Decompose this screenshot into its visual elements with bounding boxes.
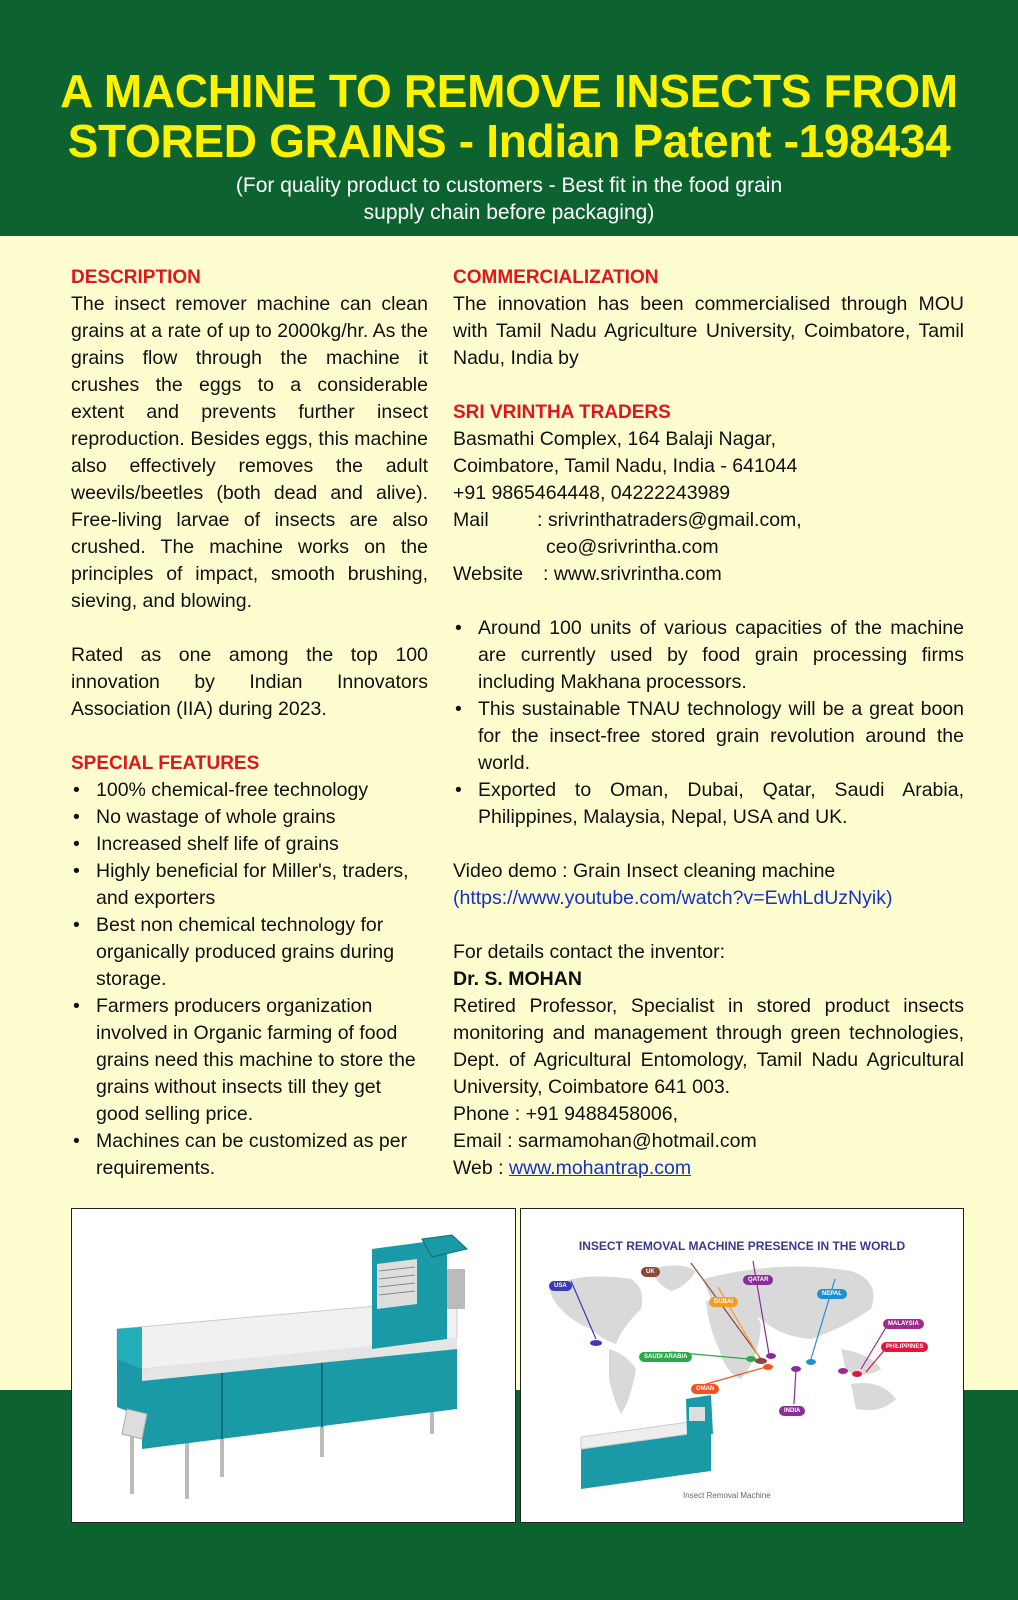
page-subtitle [0,172,1018,226]
title-line-2: STORED GRAINS - Indian Patent -198434 [67,115,951,167]
map-title: INSECT REMOVAL MACHINE PRESENCE IN THE WORLD [578,1239,906,1253]
traders-address-1: Basmathi Complex, 164 Balaji Nagar, [453,428,776,450]
left-column [71,264,428,1182]
inventor-phone: Phone : +91 9488458006, [453,1103,679,1125]
world-map-icon [521,1209,962,1521]
inventor-intro: For details contact the inventor: [453,941,726,963]
country-label-dubai: DUBAI [709,1297,738,1307]
country-label-qatar: QATAR [743,1275,773,1285]
subtitle-line-1: (For quality product to customers - Best fit in the food grain [235,174,783,197]
traders-heading: SRI VRINTHA TRADERS [453,402,671,423]
list-item: • No wastage of whole grains [71,804,428,831]
commercialization-body: The innovation has been commercialised through MOU with Tamil Nadu Agriculture University, Coimbatore, Tamil Nadu, India by [453,293,964,369]
special-features-list [71,777,428,1182]
video-label: Video demo : Grain Insect cleaning machine [453,860,836,882]
title-line-1: A MACHINE TO REMOVE INSECTS FROM [60,65,958,117]
mail-label: Mail [453,509,489,531]
country-label-india: INDIA [779,1406,805,1416]
description-heading: DESCRIPTION [71,267,201,288]
inventor-name: Dr. S. MOHAN [453,968,582,990]
list-item: • Increased shelf life of grains [71,831,428,858]
list-item: • Exported to Oman, Dubai, Qatar, Saudi Arabia, Philippines, Malaysia, Nepal, USA and UK. [453,777,964,831]
inventor-web-row [453,1155,964,1182]
video-link[interactable]: (https://www.youtube.com/watch?v=EwhLdUzNyik) [453,887,893,909]
country-label-uk: UK [641,1267,660,1277]
special-features-heading: SPECIAL FEATURES [71,753,260,774]
map-caption: Insect Removal Machine [683,1491,771,1500]
page-title [0,66,1018,166]
inventor-email[interactable]: Email : sarmamohan@hotmail.com [453,1130,757,1152]
machine-photo [71,1208,516,1523]
web-label: Web : [453,1157,509,1179]
list-item: • This sustainable TNAU technology will be a great boon for the insect-free stored grain revolution around the world. [453,696,964,777]
traders-website[interactable]: : www.srivrintha.com [543,563,722,585]
right-column [453,264,964,1182]
inventor-web-link[interactable]: www.mohantrap.com [509,1157,692,1179]
list-item: • Highly beneficial for Miller's, traders, and exporters [71,858,428,912]
traders-address-2: Coimbatore, Tamil Nadu, India - 641044 [453,455,798,477]
subtitle-line-2: supply chain before packaging) [363,201,655,224]
country-label-saudi-arabia: SAUDI ARABIA [639,1352,692,1362]
country-label-usa: USA [549,1281,572,1291]
country-label-nepal: NEPAL [817,1289,847,1299]
traders-mail-2[interactable]: ceo@srivrintha.com [546,536,719,558]
list-item: • 100% chemical-free technology [71,777,428,804]
list-item: • Farmers producers organization involved in Organic farming of food grains need this machine to store the grains without insects till they get good selling price. [71,993,428,1128]
highlights-list [453,615,964,831]
page-header [0,0,1018,236]
traders-mail-row [453,507,964,534]
country-label-oman: OMAN [691,1384,719,1394]
traders-phone: +91 9865464448, 04222243989 [453,482,731,504]
rating-text: Rated as one among the top 100 innovation by Indian Innovators Association (IIA) during 2023. [71,644,428,720]
list-item: • Around 100 units of various capacities of the machine are currently used by food grain processing firms including Makhana processors. [453,615,964,696]
inventor-bio: Retired Professor, Specialist in stored product insects monitoring and management through green technologies, Dept. of Agricultural Entomology, Tamil Nadu Agricultural University, Coimbatore 641 003. [453,995,964,1098]
traders-mail-1[interactable]: : srivrinthatraders@gmail.com, [537,509,802,531]
traders-website-row [453,561,964,588]
insect-remover-machine-illustration [72,1209,514,1521]
list-item: • Best non chemical technology for organically produced grains during storage. [71,912,428,993]
commercialization-heading: COMMERCIALIZATION [453,267,659,288]
country-label-philippines: PHILIPPINES [881,1342,928,1352]
world-presence-map [520,1208,964,1523]
list-item: • Machines can be customized as per requirements. [71,1128,428,1182]
description-body: The insect remover machine can clean grains at a rate of up to 2000kg/hr. As the grains flow through the machine it crushes the eggs to a considerable extent and prevents further insect reproduction. Besides eggs, this machine also effectively removes the adult weevils/beetles (both dead and alive). Free-living larvae of insects are also crushed. The machine works on the principles of impact, smooth brushing, sieving, and blowing. [71,293,428,612]
website-label: Website [453,563,524,585]
country-label-malaysia: MALAYSIA [883,1319,924,1329]
